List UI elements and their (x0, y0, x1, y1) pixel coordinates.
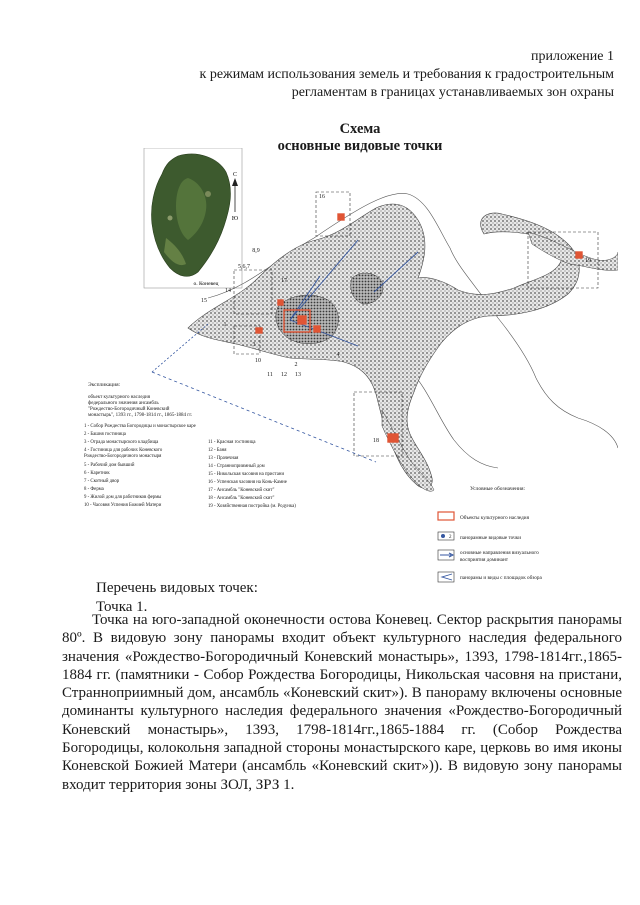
explication-block (84, 382, 296, 509)
point-1-description (62, 611, 622, 794)
explication-item: 15 - Никольская часовня на пристани (208, 472, 285, 477)
point-19: 19 (585, 258, 591, 264)
explication-item: 8 - Ферма (84, 487, 104, 492)
view-point-marker-icon (438, 532, 454, 540)
paragraph-text: Точка на юго-западной оконечности остова Коневец. Сектор раскрытия панорамы 80º. В видовую зону панорамы входит объект культурного наследия федерального значения «Рождество-Богородичный Коневский монастырь», 1393, 1798-1814гг.,1865-1884 гг. (памятники - Собор Рождества Богородицы, Никольская часовня на пристани, Странноприимный дом, ансамбль «Коневский скит»). В панораму включены основные доминанты культурного наследия федерального значения «Рождество-Богородичный Коневский монастырь», 1393, 1798-1814гг.,1865-1884 гг. (Собор Рождества Богородицы, колокольня западной стороны монастырского каре, церковь во имя иконы Коневской Божией Матери (ансамбль «Коневский скит»)). В видовую зону панорамы входит территория зоны ЗОЛ, ЗРЗ 1. (62, 612, 622, 793)
north-label: С (232, 172, 238, 178)
viewpoints-list-title: Перечень видовых точек: (96, 580, 258, 596)
explication-item: 2 - Башня гостиница (84, 432, 126, 437)
explication-object-line: объект культурного наследия (88, 395, 150, 400)
explication-item: 4 - Гостиница для рабочих Коневского (84, 448, 163, 453)
explication-item: 17 - Ансамбль "Коневский скит" (208, 488, 275, 493)
inset-island-map (144, 148, 242, 288)
explication-item: 16 - Успенская часовня на Конь-Камне (208, 480, 287, 485)
legend (438, 485, 542, 582)
explication-object-line: монастырь", 1393 гг., 1798-1814 гг., 1865-1884 гг. (88, 413, 193, 418)
explication-object-line: федерального значения ансамбль (88, 401, 159, 406)
legend-heading: Условные обозначения: (470, 486, 526, 492)
inset-caption: о. Коневец (193, 281, 219, 287)
legend-marker-number: 2 (449, 535, 452, 540)
point-1-title: Точка 1. (96, 599, 148, 615)
view-direction-arrow-icon (438, 550, 454, 560)
explication-item: 18 - Ансамбль "Коневский скит" (208, 496, 275, 501)
explication-item: 12 - Баня (208, 448, 227, 453)
south-label: Ю (231, 216, 239, 222)
explication-item: 19 - Хозяйственная постройка (м. Родунка) (208, 504, 296, 509)
explication-item: 5 - Рабочий дом бывший (84, 463, 135, 468)
explication-item: 9 - Жилой дом для работников фермы (84, 495, 162, 500)
point-1: 1 (223, 322, 227, 328)
legend-item: основные направления визуального (460, 550, 539, 556)
point-10: 10 (255, 358, 261, 364)
explication-item: 11 - Красная гостиница (208, 440, 256, 445)
explication-item: Рождество-Богородичного монастыря (84, 454, 162, 459)
point-17: 17 (281, 278, 287, 284)
explication-item: 14 - Странноприимный дом (208, 464, 265, 469)
legend-item: панорамы и виды с площадок обзора (460, 575, 542, 581)
explication-object-line: "Рождество-Богородичный Коневский (88, 407, 170, 412)
point-14: 14 (225, 288, 231, 294)
explication-item: 13 - Прачечная (208, 456, 239, 461)
explication-item: 10 - Часовня Успения Божией Матери (84, 503, 162, 508)
point-11: 11 (267, 372, 273, 378)
explication-heading: Экспликация: (88, 382, 121, 388)
point-12: 12 (281, 372, 287, 378)
explication-item: 7 - Скотный двор (84, 479, 120, 484)
point-3: 3 (252, 342, 256, 348)
legend-item: восприятия доминант (460, 557, 509, 563)
point-2: 2 (294, 362, 298, 368)
point-16: 16 (319, 194, 325, 200)
panorama-sector-icon (438, 572, 454, 582)
point-8-9: 8,9 (252, 248, 260, 254)
heritage-swatch-icon (438, 512, 454, 520)
point-4: 4 (336, 352, 340, 358)
legend-item: панорамные видовые точки (460, 535, 522, 541)
header-line-2: к режимам использования земель и требования к градостроительным (199, 67, 614, 82)
header-line-3: регламентам в границах устанавливаемых зон охраны (291, 85, 614, 100)
scheme-title: Схема (339, 121, 381, 137)
point-15: 15 (201, 298, 207, 304)
point-5-7: 5,6,7 (238, 264, 250, 270)
legend-item: Объекты культурного наследия (460, 515, 529, 521)
scheme-subtitle: основные видовые точки (277, 138, 443, 154)
point-13: 13 (295, 372, 301, 378)
scheme-map (58, 148, 618, 588)
explication-item: 1 - Собор Рождества Богородицы и монастырское каре (84, 424, 196, 429)
point-18: 18 (373, 438, 379, 444)
explication-item: 6 - Каретник (84, 471, 110, 476)
explication-item: 3 - Ограда монастырского кладбища (84, 440, 159, 445)
header-line-1: приложение 1 (530, 49, 614, 64)
